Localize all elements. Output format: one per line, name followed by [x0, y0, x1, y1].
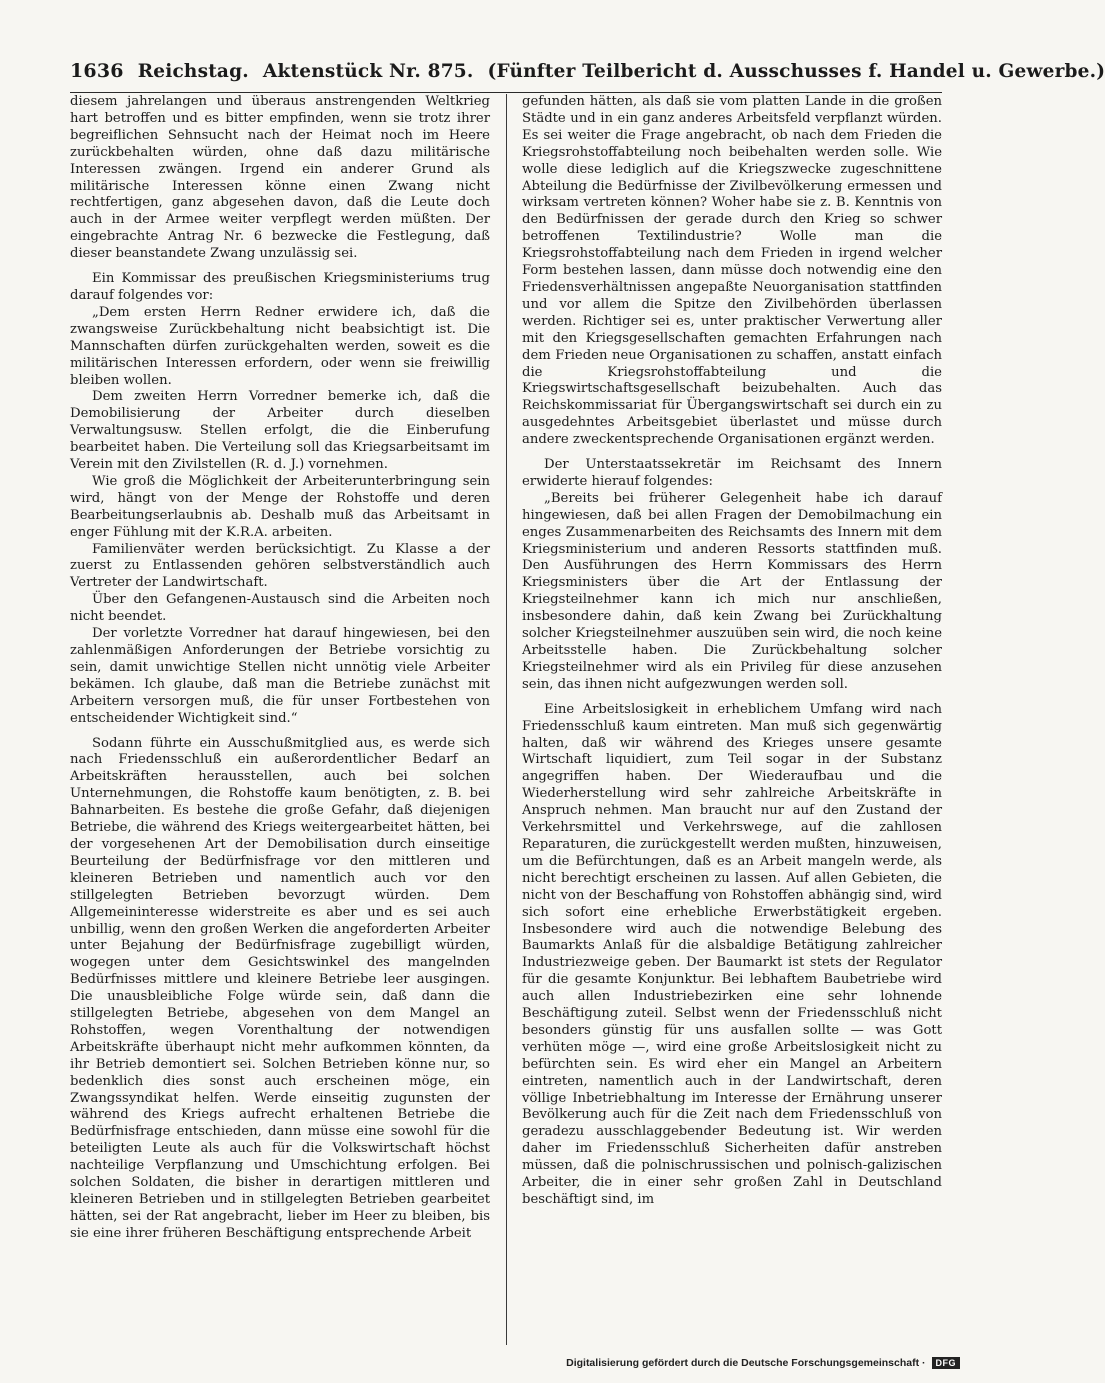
column-divider [506, 94, 507, 1345]
paragraph: Dem zweiten Herrn Vorredner bemerke ich, daß die Demobilisierung der Arbeiter durch dieselben Verwaltungsusw. Stellen erfolgt, die die Einberufung bearbeitet haben. Die Verteilung soll das Kriegsarbeitsamt im Verein mit den Zivilstellen (R. d. J.) vornehmen. [70, 389, 490, 473]
paragraph: „Bereits bei früherer Gelegenheit habe ich darauf hingewiesen, daß bei allen Fragen der Demobilmachung ein enges Zusammenarbeiten des Reichsamts des Innern mit dem Kriegsministerium und anderen Ressorts stattfinden muß. Den Ausführungen des Herrn Kommissars des Herrn Kriegsministers über die Art der Entlassung der Kriegsteilnehmer kann ich mich nur anschließen, insbesondere dahin, daß kein Zwang bei Zurückhaltung solcher Kriegsteilnehmer auszuüben sein wird, die noch keine Arbeitsstelle haben. Die Zurückbehaltung solcher Kriegsteilnehmer wird als ein Privileg für diese anzusehen sein, das ihnen nicht aufgezwungen werden soll. [522, 490, 942, 692]
paragraph: Der Unterstaatssekretär im Reichsamt des Innern erwiderte hierauf folgendes: [522, 457, 942, 489]
text-columns [70, 94, 942, 1345]
paragraph: gefunden hätten, als daß sie vom platten Lande in die großen Städte und in ein ganz anderes Arbeitsfeld verpflanzt würden. Es sei weiter die Frage angebracht, ob nach dem Frieden die Kriegsrohstoffabteilung noch beibehalten werden solle. Wie wolle diese lediglich auf die Kriegszwecke zugeschnittene Abteilung die Bedürfnisse der Zivilbevölkerung ermessen und wirksam vertreten können? Woher habe sie z. B. Kenntnis von den Bedürfnissen der gerade durch den Krieg so schwer betroffenen Textilindustrie? Wolle man die Kriegsrohstoffabteilung nach dem Frieden in irgend welcher Form bestehen lassen, dann müsse doch notwendig eine den Friedensverhältnissen angepaßte Neuorganisation stattfinden und vor allem die Spitze den Zivilbehörden überlassen werden. Richtiger sei es, unter praktischer Verwertung aller mit den Kriegsgesellschaften gemachten Erfahrungen nach dem Frieden neue Organisationen zu schaffen, anstatt einfach die Kriegsrohstoffabteilung und die Kriegswirtschaftsgesellschaft beizubehalten. Auch das Reichskommissariat für Übergangswirtschaft sei durch ein zu ausgedehntes Arbeitsgebiet überlastet und müsse durch andere zweckentsprechende Organisationen ergänzt werden. [522, 94, 942, 448]
paragraph: Wie groß die Möglichkeit der Arbeiterunterbringung sein wird, hängt von der Menge der Rohstoffe und deren Bearbeitungserlaubnis ab. Deshalb muß das Arbeitsamt in enger Fühlung mit der K.R.A. arbeiten. [70, 473, 490, 540]
page-header [70, 60, 1105, 93]
institution-name: Reichstag. [137, 61, 249, 82]
paragraph: „Dem ersten Herrn Redner erwidere ich, daß die zwangsweise Zurückbehaltung nicht beabsichtigt ist. Die Mannschaften dürfen zurückgehalten werden, soweit es die militärischen Interessen erfordern, oder wenn sie freiwillig bleiben wollen. [70, 304, 490, 388]
dfg-logo: DFG [932, 1357, 961, 1369]
paragraph: Der vorletzte Vorredner hat darauf hingewiesen, bei den zahlenmäßigen Anforderungen der Betriebe vorsichtig zu sein, damit unwichtige Stellen nicht unnötig viele Arbeiter bekämen. Ich glaube, daß man die Betriebe zunächst mit Arbeitern versorgen muß, die für unser Fortbestehen von entscheidender Wichtigkeit sind.“ [70, 626, 490, 726]
document-reference: Aktenstück Nr. 875. [262, 61, 474, 82]
paragraph: Eine Arbeitslosigkeit in erheblichem Umfang wird nach Friedensschluß kaum eintreten. Man muß sich gegenwärtig halten, daß wir während des Krieges unsere gesamte Wirtschaft liquidiert, zum Teil sogar in der Substanz angegriffen haben. Der Wiederaufbau und die Wiederherstellung wird sehr zahlreiche Arbeitskräfte in Anspruch nehmen. Man braucht nur auf den Zustand der Verkehrsmittel und Verkehrswege, auf die zahllosen Reparaturen, die zurückgestellt werden mußten, hinzuweisen, um die Befürchtungen, daß es an Arbeit mangeln werde, als nicht berechtigt erscheinen zu lassen. Auf allen Gebieten, die nicht von der Beschaffung von Rohstoffen abhängig sind, wird sich sofort eine erhebliche Erwerbstätigkeit ergeben. Insbesondere wird auch die notwendige Belebung des Baumarkts Anlaß für die alsbaldige Betätigung zahlreicher Industriezweige geben. Der Baumarkt ist stets der Regulator für die gesamte Konjunktur. Bei lebhaftem Baubetriebe wird auch allen Industriebezirken eine sehr lohnende Beschäftigung zuteil. Selbst wenn der Friedensschluß nicht besonders günstig für uns ausfallen sollte — was Gott verhüten möge —, wird eine große Arbeitslosigkeit nicht zu befürchten sein. Es wird eher ein Mangel an Arbeitern eintreten, namentlich auch in der Landwirtschaft, deren völlige Inbetriebhaltung im Interesse der Ernährung unserer Bevölkerung auch für die Zeit nach dem Friedensschluß von geradezu ausschlaggebender Bedeutung ist. Wir werden daher im Friedensschluß Sicherheiten dafür anstreben müssen, daß die polnischrussischen und polnisch-galizischen Arbeiter, die in einer sehr großen Zahl in Deutschland beschäftigt sind, im [522, 701, 942, 1207]
footer-text: Digitalisierung gefördert durch die Deutsche Forschungsgemeinschaft · [566, 1357, 926, 1369]
paragraph: diesem jahrelangen und überaus anstrengenden Weltkrieg hart betroffen und es bitter empfinden, wenn sie trotz ihrer begreiflichen Sehnsucht nach der Heimat noch im Heere zurückbehalten würden, ohne daß dazu militärische Interessen zwängen. Irgend ein anderer Grund als militärische Interessen könne einen Zwang nicht rechtfertigen, ganz abgesehen davon, daß die Leute doch auch in der Armee weiter verpflegt werden müßten. Der eingebrachte Antrag Nr. 6 bezwecke die Festlegung, daß dieser beanstandete Zwang unzulässig sei. [70, 94, 490, 262]
paragraph: Ein Kommissar des preußischen Kriegsministeriums trug darauf folgendes vor: [70, 271, 490, 303]
left-column [70, 94, 490, 1345]
document-subtitle: (Fünfter Teilbericht d. Ausschusses f. Handel u. Gewerbe.) [487, 61, 1105, 82]
paragraph: Familienväter werden berücksichtigt. Zu Klasse a der zuerst zu Entlassenden gehören selbstverständlich auch Vertreter der Landwirtschaft. [70, 541, 490, 591]
digitization-footer [566, 1357, 960, 1369]
document-page [70, 60, 1105, 1345]
page-number: 1636 [70, 60, 124, 82]
right-column [522, 94, 942, 1345]
paragraph: Über den Gefangenen-Austausch sind die Arbeiten noch nicht beendet. [70, 592, 490, 625]
paragraph: Sodann führte ein Ausschußmitglied aus, es werde sich nach Friedensschluß ein außerordentlicher Bedarf an Arbeitskräften herausstellen, auch bei solchen Unternehmungen, die Rohstoffe kaum benötigten, z. B. bei Bahnarbeiten. Es bestehe die große Gefahr, daß diejenigen Betriebe, die während des Kriegs weitergearbeitet hätten, bei der vorgesehenen Art der Demobilisation durch einseitige Beurteilung der Bedürfnisfrage vor den mittleren und kleineren Betrieben und namentlich auch vor den stillgelegten Betrieben bevorzugt würden. Dem Allgemeininteresse widerstreite es aber und es sei auch unbillig, wenn den großen Werken die angeforderten Arbeiter unter Bejahung der Bedürfnisfrage zugebilligt würden, wogegen unter dem Gesichtswinkel des mangelnden Bedürfnisses mittlere und kleinere Betriebe leer ausgingen. Die unausbleibliche Folge würde sein, daß dann die stillgelegten Betriebe, abgesehen von dem Mangel an Rohstoffen, wegen Vorenthaltung der notwendigen Arbeitskräfte überhaupt nicht mehr aufkommen könnten, da ihr Betrieb demontiert sei. Solchen Betrieben könne nur, so bedenklich dies sonst auch erscheinen möge, ein Zwangssyndikat helfen. Werde einseitig zugunsten der während des Kriegs aufrecht erhaltenen Betriebe die Bedürfnisfrage entschieden, dann müsse eine sowohl für die beteiligten Leute als auch für die Volkswirtschaft höchst nachteilige Verpflanzung und Umschichtung erfolgen. Bei solchen Soldaten, die bisher in derartigen mittleren und kleineren Betrieben und in stillgelegten Betrieben gearbeitet hätten, sei der Rat angebracht, lieber im Heer zu bleiben, bis sie eine ihrer früheren Beschäftigung entsprechende Arbeit [70, 735, 490, 1241]
